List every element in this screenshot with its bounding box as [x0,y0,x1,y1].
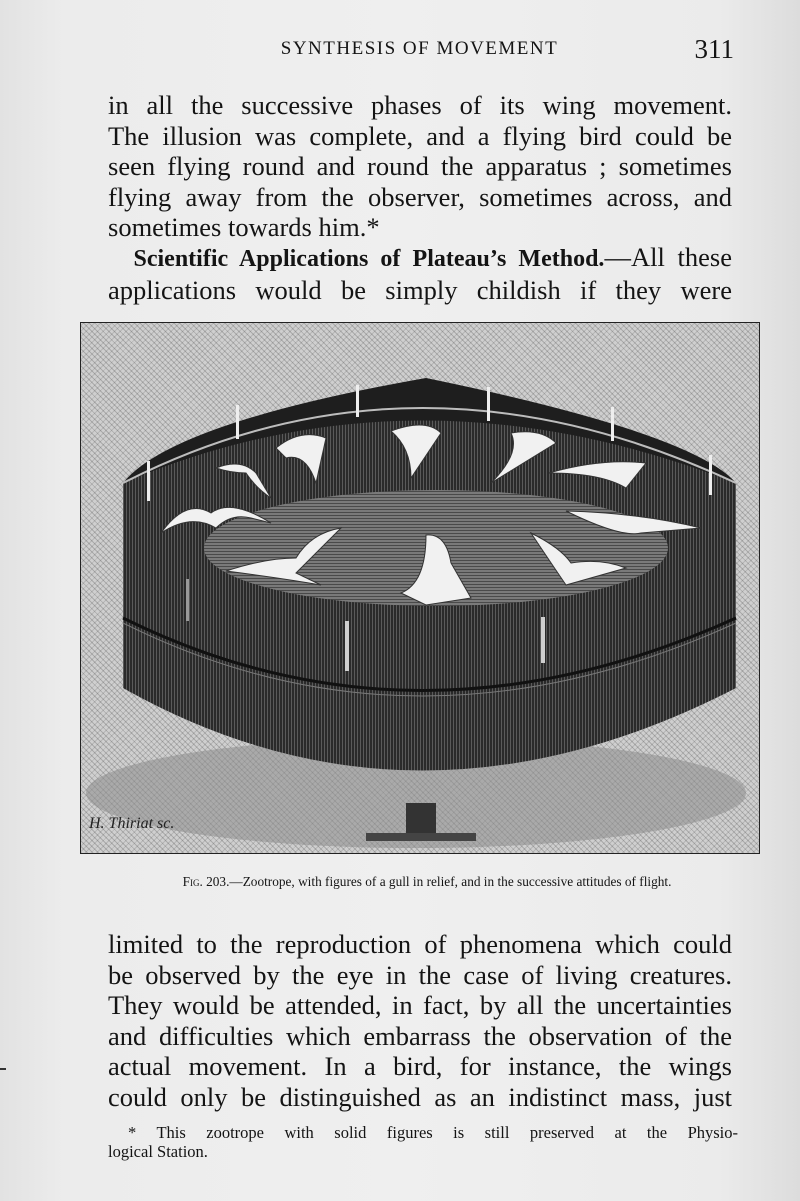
text-line: and difficulties which embarrass the observation of the [108,1020,732,1051]
text-line: could only be distinguished as an indistinct mass, just [108,1081,732,1112]
viewing-slit [147,461,150,501]
viewing-slit [709,455,712,495]
heading-continuation: —All these [604,242,732,272]
stand-base [366,833,476,841]
text-line: The illusion was complete, and a flying bird could be [108,120,732,151]
drum-stand [406,803,436,833]
text-line: be observed by the eye in the case of living creatures. [108,959,732,990]
figure-number: Fig. 203. [182,874,230,889]
text-line: They would be attended, in fact, by all the uncertainties [108,990,732,1021]
engraver-signature: H. Thiriat sc. [89,815,175,832]
text-line: in all the successive phases of its wing movement. [108,90,732,120]
text-line [108,242,732,275]
paragraph-continued [108,90,732,243]
running-head [105,34,734,64]
footnote [108,1123,738,1161]
footnote-line: logical Station. [108,1142,208,1161]
viewing-slit [487,387,490,421]
running-head-title: SYNTHESIS OF MOVEMENT [280,38,559,59]
text-line: flying away from the observer, sometimes across, and [108,181,732,212]
paragraph-limitations [108,929,732,1113]
caption-text: —Zootrope, with figures of a gull in relief, and in the successive attitudes of flight. [229,874,672,889]
zootrope-engraving [80,322,760,854]
footnote-line: * This zootrope with solid figures is still preserved at the Physio- [128,1123,738,1142]
zootrope-illustration [81,323,759,853]
viewing-slit [186,579,189,621]
page-number: 311 [694,34,734,64]
margin-mark [0,1068,6,1070]
viewing-slit [345,621,349,671]
text-line: actual movement. In a bird, for instance, the wings [108,1051,732,1082]
viewing-slit [356,385,359,417]
text-line: limited to the reproduction of phenomena which could [108,929,732,959]
text-line: seen flying round and round the apparatus ; sometimes [108,151,732,182]
viewing-slit [236,405,239,439]
paragraph-scientific-applications [108,242,732,305]
viewing-slit [541,617,545,663]
text-line: sometimes towards him.* [108,212,380,243]
section-heading: Scientific Applications of Plateau’s Method. [133,246,605,272]
text-line: applications would be simply childish if they were [108,274,732,305]
viewing-slit [611,407,614,441]
figure-caption [118,874,736,890]
